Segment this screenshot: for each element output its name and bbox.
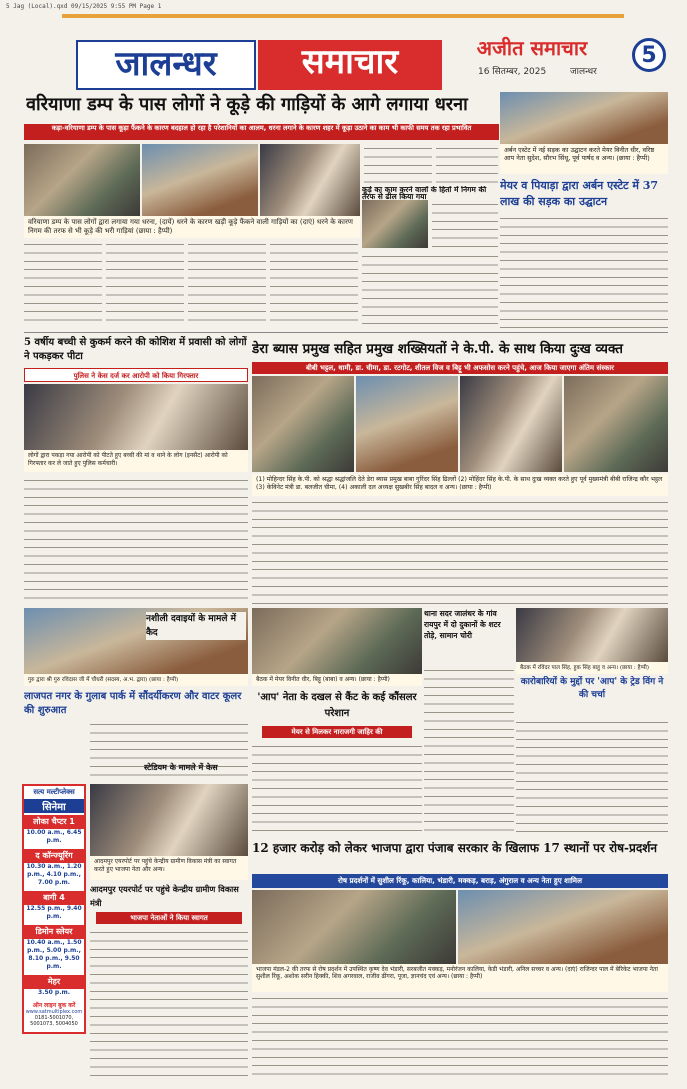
- issue-date: 16 सितम्बर, 2025: [478, 67, 547, 76]
- dera-photo-2: [356, 376, 458, 472]
- urban-estate-headline: मेयर व पियाड़ा द्वारा अर्बन एस्टेट में 37 लाख की सड़क का उद्घाटन: [500, 179, 659, 208]
- drugs-headline: नशीली दवाइयों के मामले में कैद: [146, 612, 246, 640]
- lead-headline: वरियाणा डम्प के पास लोगों ने कूड़े की गाड़ियों के आगे लगाया धरना: [26, 94, 468, 115]
- cinema-film-times: 10.40 a.m., 1.50 p.m., 5.00 p.m., 8.10 p.m., 9.50 p.m.: [26, 939, 82, 970]
- cinema-header: सिनेमा: [24, 799, 84, 813]
- park-headline: लाजपत नगर के गुलाब पार्क में सौंदर्यीकरण और वाटर कूलर की शुरुआत: [24, 691, 242, 716]
- divider: [24, 332, 668, 333]
- lead-body-col1: [24, 240, 102, 328]
- issue-city: जालन्धर: [570, 67, 597, 76]
- airport-photo: [90, 784, 248, 856]
- urban-estate-caption: अर्बन एस्टेट में नई सड़क का उद्घाटन करते मेयर विनीत धीर, वरिष्ठ आप नेता सुदेश, सौरभ सिंधू, पूर्व पार्षद व अन्य। (छाया : हैप्पी): [500, 144, 668, 174]
- lead-subhead: कड़ा-वरियाणा डम्प के पास कूड़ा फैंकने के कारण बदहाल हो रहा है परेशानियों का आलम, धरना लगाने के कारण शहर में कूड़ा उठाने का काम भी काफी समय तक रहा प्रभावित: [24, 124, 499, 140]
- cinema-film-title: द कॉन्ज्यूरिंग: [24, 849, 84, 863]
- cinema-film: [24, 891, 84, 921]
- dera-body: [252, 498, 668, 604]
- mayor-meeting-caption: बैठक में मेयर विनीत धीर, बिट्टू (बाबा) व अन्य। (छाया : हैप्पी): [252, 674, 422, 686]
- cinema-phone: 0181-5001070, 5001073, 5004050: [30, 1015, 78, 1027]
- mayor-subhead: मेयर से मिलकर नाराजगी जाहिर की: [262, 726, 412, 738]
- airport-subhead: भाजपा नेताओं ने किया स्वागत: [96, 912, 242, 924]
- masthead-title-left-text: जालन्धर: [115, 44, 217, 84]
- lead-side-photo: [362, 200, 428, 248]
- lead-body-col2: [106, 240, 184, 328]
- mayor-headline: 'आप' नेता के दखल से कैंट के कई कौंसलर परेशान: [257, 692, 417, 719]
- dera-photo-3: [460, 376, 562, 472]
- dera-story-headline: डेरा ब्यास प्रमुख सहित प्रमुख शख्सियतों ने के.पी. के साथ किया दुःख व्यक्त: [252, 341, 623, 357]
- lead-caption-credit: (छाया : हैप्पी): [135, 227, 173, 235]
- cinema-film-title: मेहर: [24, 975, 84, 989]
- cinema-film: [24, 975, 84, 997]
- cinema-film-list: [24, 815, 84, 997]
- mayor-meeting-photo: [252, 608, 422, 674]
- dera-photo-caption: (1) मोहिन्दर सिंह के.पी. को श्रद्धा श्रद्धांजलि देते डेरा ब्यास प्रमुख बाबा गुरिंदर सिंह ढिल्लों (2) मोहिंदर सिंह के.पी. के साथ दुःख व्यक्त करते हुए पूर्व मुख्यमंत्री बीबी राजिन्द्र कौर भट्ठल (3) केविनेट मंत्री डा. बलजीत चीमा, (4) अकाली दल अध्यक्ष सुखबीर सिंह बादल व अन्य। (छाया : हैप्पी): [252, 474, 668, 496]
- airport-body: [90, 928, 248, 1076]
- protest-photo-2: [458, 890, 668, 964]
- protest-caption: भाजपा मंडल-2 की तरफ से रोष प्रदर्शन में उपस्थित कृष्ण देव भंडारी, सरबजीत मक्कड़, मनोरंजन कालिया, केडी भंडारी, अनिल सच्चर व अन्य। (दाएं) राजिन्दर पाल में बेरिकेट भाजपा नेता सुशील रिंकू, अशोक सरीन हिक्की, शिव अगरवाल, राजीव ढींगरा, पूजा, ज्ञानचंद एवं अन्य। (छाया : हैप्पी): [252, 964, 668, 992]
- lead-side-body: [432, 200, 498, 248]
- masthead-title-left: [76, 40, 256, 90]
- urban-estate-photo: [500, 92, 668, 144]
- lead-body-col4: [270, 240, 358, 328]
- cinema-film-title: लोका चैप्टर 1: [24, 815, 84, 829]
- theft-body: [424, 666, 514, 836]
- dera-photo-4: [564, 376, 668, 472]
- traders-body: [516, 718, 668, 836]
- protest-headline: 12 हजार करोड़ को लेकर भाजपा द्वारा पंजाब सरकार के खिलाफ 17 स्थानों पर रोष-प्रदर्शन: [252, 841, 658, 855]
- cinema-website[interactable]: www.satmultiplex.com: [25, 1009, 83, 1015]
- lead-photo-right: [260, 144, 360, 216]
- cinema-film-title: बागी 4: [24, 891, 84, 905]
- child-story-headline: 5 वर्षीय बच्ची से कुकर्म करने की कोशिश में प्रवासी को लोगों ने पकड़कर पीटा: [24, 337, 247, 362]
- lead-photo-left: [24, 144, 140, 216]
- lead-caption-text: वरियाणा डम्प के पास लोगों द्वारा लगाया गया धरना, (दायें) धरने के कारण खड़ी कूड़े फैंकने वाली गाड़ियों का (दाएं) धरने के कारण निगम की तरफ से भी कूड़े की भरी गाड़ियां: [28, 218, 353, 235]
- child-story-subhead: पुलिस ने केस दर्ज कर आरोपी को किया गिरफ्तार: [24, 368, 248, 382]
- cinema-film-times: 3.50 p.m.: [38, 989, 70, 996]
- print-slug: 5 Jag (Local).qxd 09/15/2025 9:55 PM Page 1: [6, 3, 162, 10]
- lead-side-headline: कूड़े का काम करने वालों के हितों में निगम की तरफ से ढील किया गया: [362, 186, 487, 200]
- airport-headline: आदमपुर एयरपोर्ट पर पहुंचे केन्द्रीय ग्रामीण विकास मंत्री: [90, 884, 239, 908]
- cinema-film-times: 10.30 a.m., 1.20 p.m., 4.10 p.m., 7.00 p.m.: [26, 863, 82, 886]
- lead-photo-caption: [24, 216, 360, 238]
- cinema-film: [24, 815, 84, 845]
- child-story-photo: [24, 384, 248, 450]
- dera-story-subhead: बीबी भट्टल, धामी, डा. चीमा, डा. रटगोट, शीतल विज व बिट्टू भी अफसोस करने पहुंचे, आज किया जाएगा अंतिम संस्कार: [252, 362, 668, 374]
- cinema-brand: सत्य मल्टीप्लेक्स: [33, 788, 75, 796]
- masthead-title-right: समाचार: [258, 40, 442, 90]
- lead-photo-center: [142, 144, 258, 216]
- mayor-body: [252, 742, 422, 836]
- airport-caption: आदमपुर एयरपोर्ट पर पहुंचे केन्द्रीय ग्रामीण विकास मंत्री का स्वागत करते हुए भाजपा नेता और अन्य।: [90, 856, 248, 880]
- lead-body-col5: [364, 144, 432, 184]
- gurudwara-caption: गुरु द्वारा श्री गुरु रविदास जी में चौधरी (सदस्य, अ.भ. द्वारा) (छाया : हैप्पी): [24, 674, 248, 686]
- traders-headline: कारोबारियों के मुद्दों पर 'आप' के ट्रेड विंग ने की चर्चा: [520, 677, 664, 700]
- stadium-headline: स्टेडियम के मामले में केस: [144, 762, 218, 772]
- brand-name: अजीत समाचार: [476, 36, 588, 60]
- masthead-bar: [62, 14, 624, 18]
- urban-estate-body: [500, 214, 668, 328]
- lead-side-body3: [436, 144, 498, 184]
- cinema-film: [24, 849, 84, 887]
- page-number: 5: [632, 38, 666, 72]
- cinema-film: [24, 925, 84, 971]
- cinema-film-times: 10.00 a.m., 6.45 p.m.: [26, 829, 82, 844]
- cinema-film-times: 12.55 p.m., 9.40 p.m.: [26, 905, 82, 920]
- protest-photo-1: [252, 890, 456, 964]
- lead-side-body2: [362, 252, 498, 328]
- child-story-caption: लोगों द्वारा पकड़ा गया आरोपी को पीटते हुए बच्ची की मां व थाने के लोग (इनसैट) आरोपी को गिरफ्तार कर ले जाते हुए पुलिस कर्मचारी।: [24, 450, 248, 472]
- theft-headline: थाना सदर जालंधर के गांव रायपुर में दो दुकानों के शटर तोड़े, सामान चोरी: [424, 609, 501, 640]
- dera-photo-1: [252, 376, 354, 472]
- child-story-body: [24, 476, 248, 604]
- lead-body-col3: [188, 240, 266, 328]
- cinema-ad: [22, 784, 86, 1034]
- cinema-booking: ऑन लाइन बुक करें: [32, 1002, 76, 1009]
- protest-subhead: रोष प्रदर्शनों में सुशील रिंकू, कालिया, भंडारी, मक्कड़, बराड़, अंगुराल व अन्य नेता हुए शामिल: [252, 874, 668, 888]
- protest-body: [252, 994, 668, 1076]
- traders-caption: बैठक में रविंदर पाल सिंह, हुक सिंह बाहु व अन्य। (छाया : हैप्पी): [516, 662, 668, 674]
- traders-photo: [516, 608, 668, 662]
- cinema-film-title: डिमोन स्लेयर: [24, 925, 84, 939]
